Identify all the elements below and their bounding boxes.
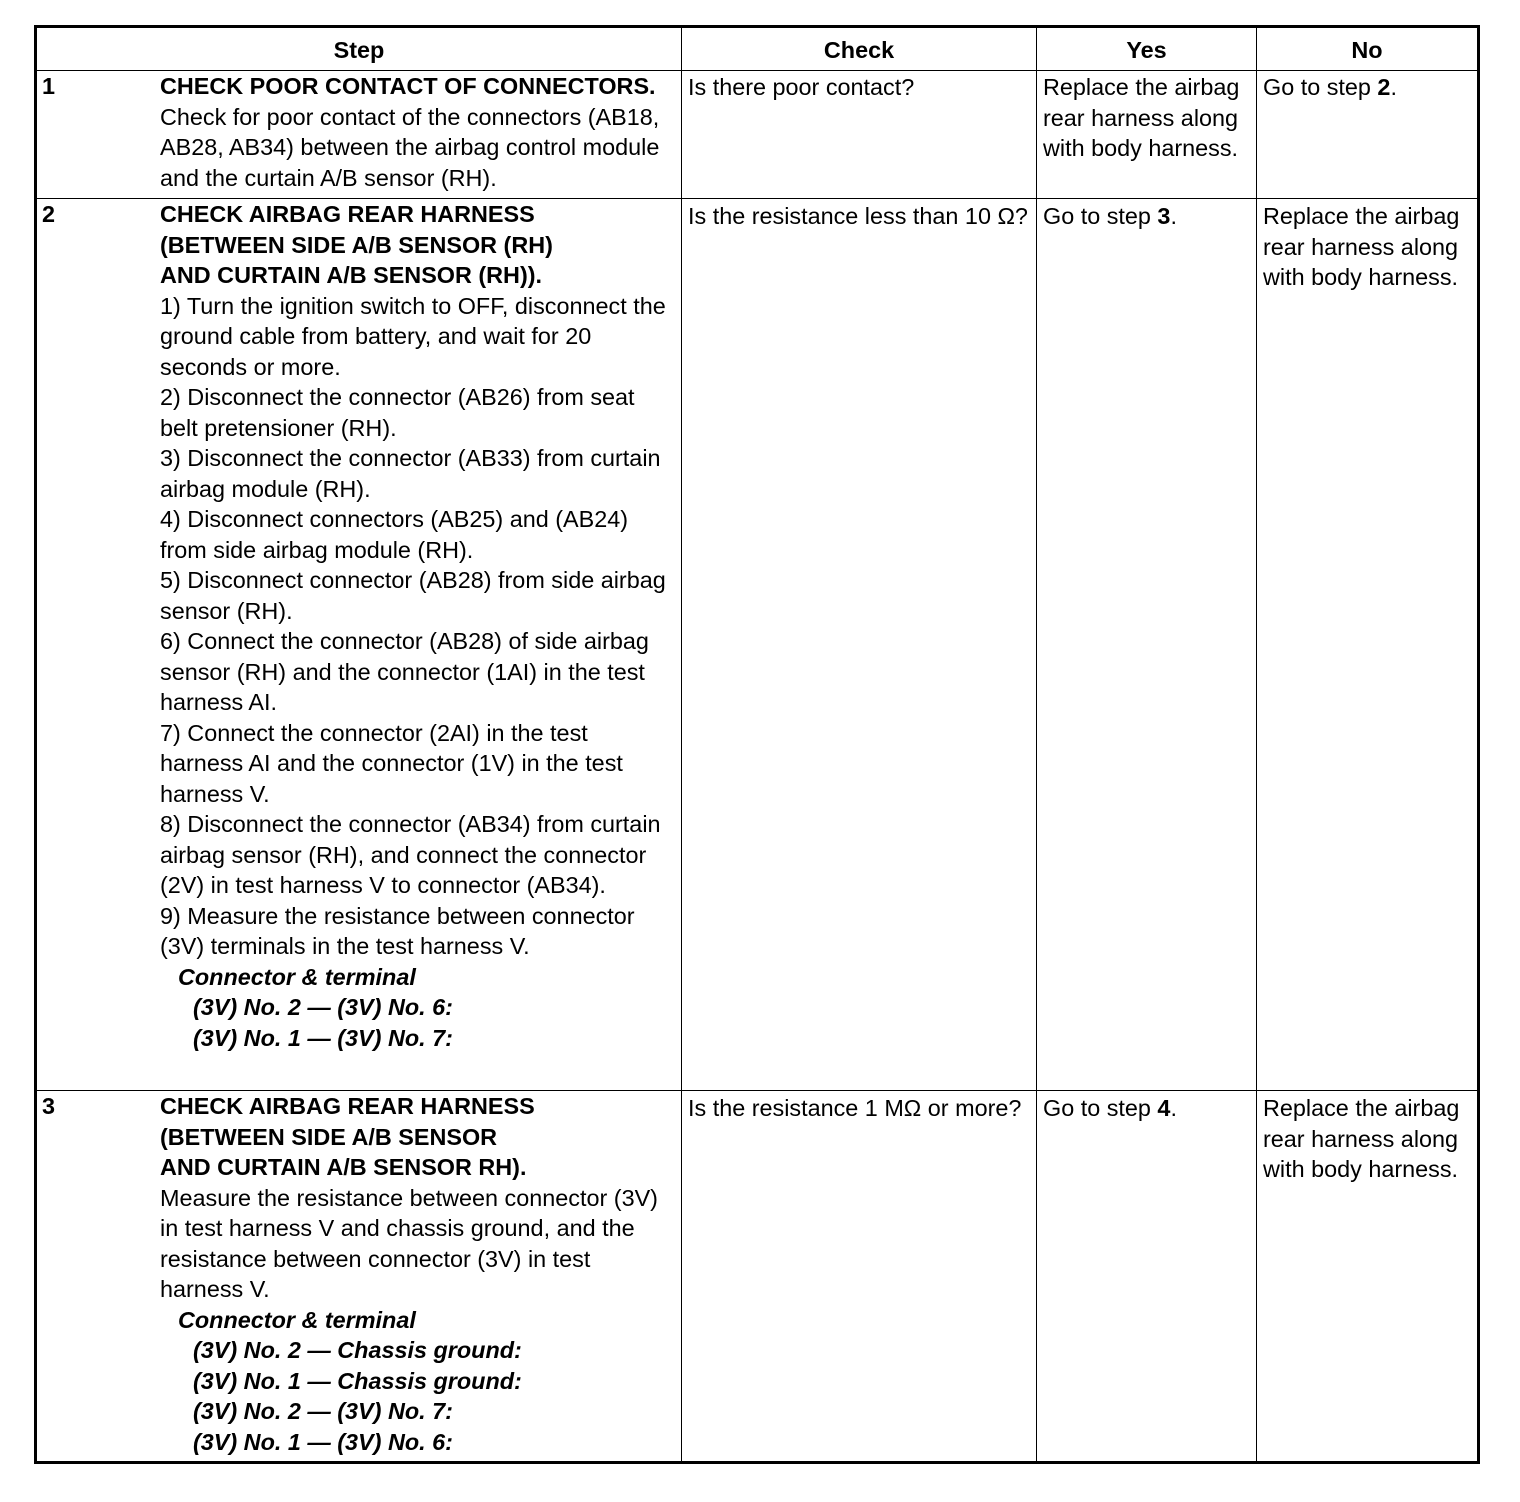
step-title-line: CHECK AIRBAG REAR HARNESS [160,201,535,227]
no-cell: Replace the airbag rear harness along with body harness. [1257,199,1479,1091]
terminal-item: (3V) No. 1 — (3V) No. 7: [193,1024,453,1051]
header-step: Step [36,27,682,71]
yes-prefix: Go to step [1043,203,1158,229]
step-title-line: (BETWEEN SIDE A/B SENSOR [160,1123,498,1150]
step-cell [36,71,682,199]
terminal-item: (3V) No. 1 — (3V) No. 6: [193,1428,453,1455]
check-cell: Is there poor contact? [682,71,1037,199]
terminal-heading: Connector & terminal [178,1306,416,1333]
terminal-item: (3V) No. 1 — Chassis ground: [193,1367,522,1394]
step-cell [36,199,682,1091]
header-no: No [1257,27,1479,71]
yes-suffix: . [1170,203,1177,229]
no-cell: Replace the airbag rear harness along with body harness. [1257,1091,1479,1463]
step-title: CHECK POOR CONTACT OF CONNECTORS. [160,73,656,99]
no-suffix: . [1390,74,1397,100]
substep: 8) Disconnect the connector (AB34) from curtain airbag sensor (RH), and connect the connector (2V) in test harness V to connector (AB34). [160,811,661,898]
header-yes: Yes [1037,27,1257,71]
substep: 1) Turn the ignition switch to OFF, disconnect the ground cable from battery, and wait for 20 seconds or more. [160,292,666,380]
yes-cell [1037,199,1257,1091]
header-check: Check [682,27,1037,71]
step-cell [36,1091,682,1463]
yes-cell: Replace the airbag rear harness along with body harness. [1037,71,1257,199]
yes-cell [1037,1091,1257,1463]
step-number: 2 [42,201,56,227]
step-title-line: AND CURTAIN A/B SENSOR (RH)). [160,262,543,288]
substep: 2) Disconnect the connector (AB26) from seat belt pretensioner (RH). [160,384,635,441]
diagnostic-table [34,25,1480,1464]
yes-step-ref: 4 [1157,1095,1171,1121]
step-number: 3 [42,1093,56,1119]
step-body [160,1091,681,1457]
table-row [36,71,1479,199]
yes-prefix: Go to step [1043,1095,1158,1121]
no-cell [1257,71,1479,199]
step-title-line: AND CURTAIN A/B SENSOR RH). [160,1154,527,1180]
no-step-ref: 2 [1377,74,1391,100]
substep: 4) Disconnect connectors (AB25) and (AB24) from side airbag module (RH). [160,506,629,563]
terminal-item: (3V) No. 2 — Chassis ground: [193,1337,522,1363]
step-title-line: (BETWEEN SIDE A/B SENSOR (RH) [160,231,553,258]
substep: 9) Measure the resistance between connector (3V) terminals in the test harness V. [160,902,635,959]
substep: 3) Disconnect the connector (AB33) from curtain airbag module (RH). [160,445,661,502]
table-header-row [36,27,1479,71]
check-cell: Is the resistance 1 MΩ or more? [682,1091,1037,1463]
step-body [160,199,681,1053]
no-prefix: Go to step [1263,74,1378,100]
yes-suffix: . [1170,1095,1177,1121]
terminal-heading: Connector & terminal [178,963,416,990]
substep: 7) Connect the connector (2AI) in the test harness AI and the connector (1V) in the test harness V. [160,719,623,807]
terminal-item: (3V) No. 2 — (3V) No. 7: [193,1398,453,1424]
step-title-line: CHECK AIRBAG REAR HARNESS [160,1093,535,1119]
step-body [160,71,681,193]
step-number: 1 [42,73,56,99]
substep: 6) Connect the connector (AB28) of side airbag sensor (RH) and the connector (1AI) in the test harness AI. [160,628,649,715]
check-cell: Is the resistance less than 10 Ω? [682,199,1037,1091]
substep: 5) Disconnect connector (AB28) from side airbag sensor (RH). [160,567,666,624]
table-row [36,199,1479,1091]
table-row [36,1091,1479,1463]
step-text: Check for poor contact of the connectors (AB18, AB28, AB34) between the airbag control module and the curtain A/B sensor (RH). [160,103,660,191]
step-text: Measure the resistance between connector (3V) in test harness V and chassis ground, and the resistance between connector (3V) in test harness V. [160,1184,658,1302]
terminal-item: (3V) No. 2 — (3V) No. 6: [193,994,453,1020]
yes-step-ref: 3 [1157,203,1171,229]
